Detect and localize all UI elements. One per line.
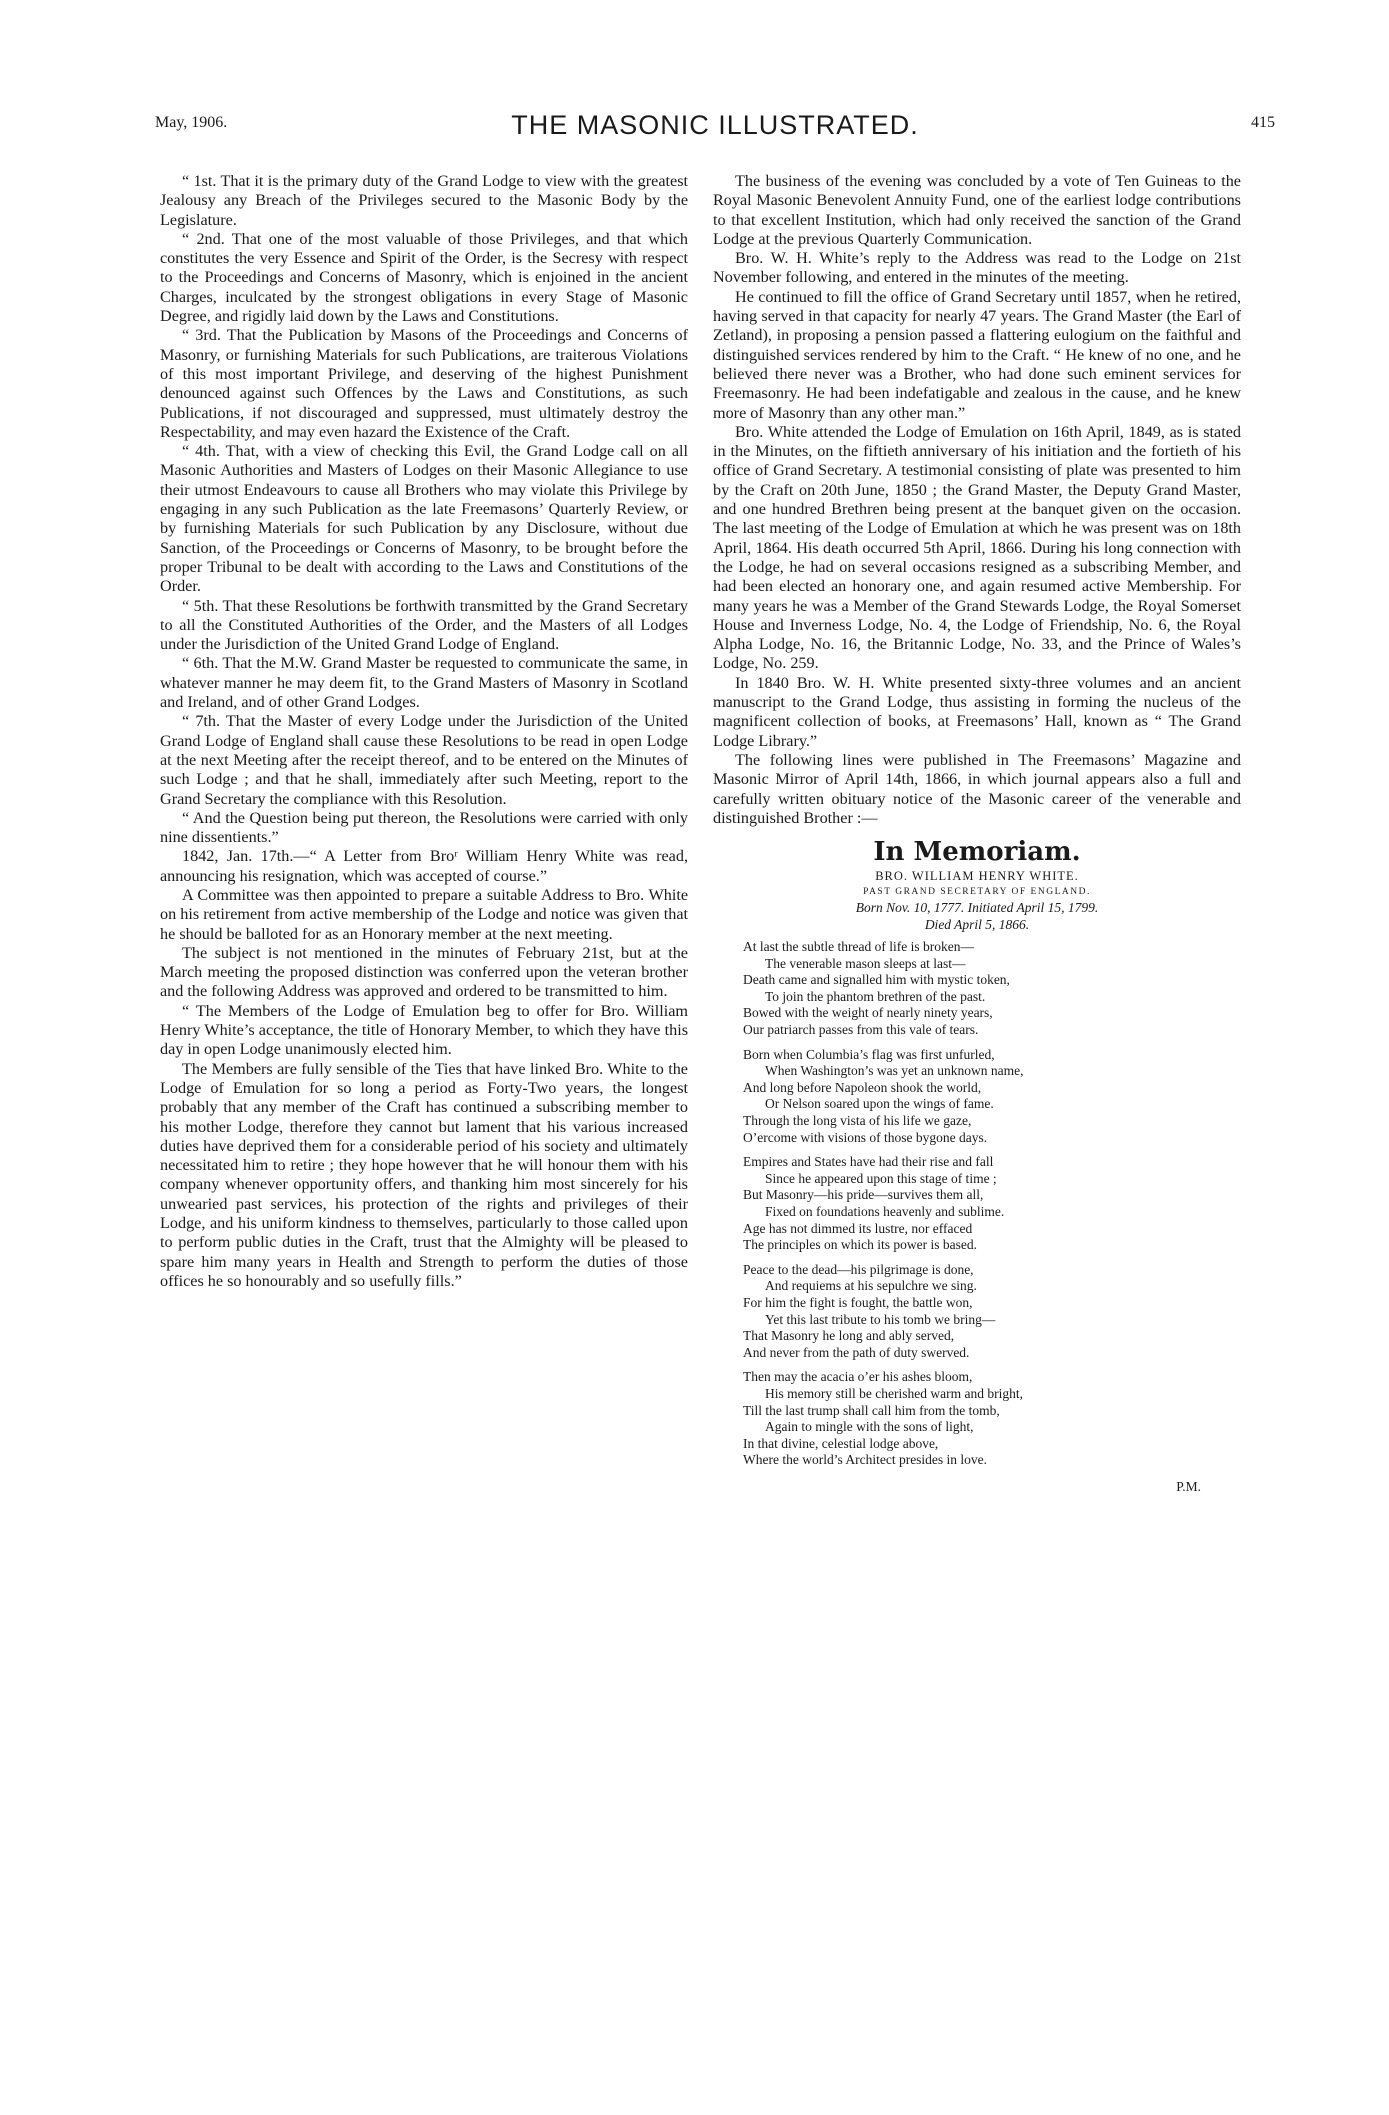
memorial-poem <box>743 939 1241 1469</box>
poem-line: Fixed on foundations heavenly and sublime. <box>765 1204 1005 1219</box>
poem-line: And never from the path of duty swerved. <box>743 1344 970 1360</box>
poem-line: Peace to the dead—his pilgrimage is done, <box>743 1261 974 1277</box>
poem-line: For him the fight is fought, the battle won, <box>743 1294 973 1310</box>
poem-line: Where the world’s Architect presides in love. <box>743 1452 988 1468</box>
poem-line: O’ercome with visions of those bygone days. <box>743 1129 988 1145</box>
paragraph: A Committee was then appointed to prepare a suitable Address to Bro. White on his retirement from active membership of the Lodge and notice was given that he should be balloted for as an Honorary member at the next meeting. <box>160 885 688 943</box>
memoriam-name: BRO. WILLIAM HENRY WHITE. <box>875 869 1079 884</box>
page-number: 415 <box>1251 114 1275 131</box>
poem-line: Born when Columbia’s flag was first unfurled, <box>743 1046 995 1062</box>
paragraph: “ The Members of the Lodge of Emulation beg to offer for Bro. William Henry White’s acceptance, the title of Honorary Member, to which they have this day in open Lodge unanimously elected him. <box>160 1001 688 1059</box>
paragraph: “ 4th. That, with a view of checking this Evil, the Grand Lodge call on all Masonic Authorities and Masters of Lodges on their Masonic Allegiance to use their utmost Endeavours to cause all Brothers who may violate this Privilege by engaging in any such Publication as the late Freemasons’ Quarterly Review, or by furnishing Materials for such Publication by any Disclosure, without due Sanction, of the Proceedings or Concerns of Masonry, to be brought before the proper Tribunal to be dealt with according to the Laws and Constitutions of the Order. <box>160 442 688 596</box>
poem-signature: P.M. <box>1176 1478 1201 1494</box>
paragraph: “ 3rd. That the Publication by Masons of the Proceedings and Concerns of Masonry, or furnishing Materials for such Publications, are traiterous Violations of this most important Privilege, and deserving of the highest Punishment denounced against such Offences by the Laws and Constitutions, as such Publications, if not discouraged and suppressed, must ultimately destroy the Respectability, and may even hazard the Existence of the Craft. <box>160 326 688 441</box>
paragraph: The following lines were published in The Freemasons’ Magazine and Masonic Mirror of April 14th, 1866, in which journal appears also a full and carefully written obituary notice of the Masonic career of the venerable and distinguished Brother :— <box>713 750 1241 827</box>
poem-line: Or Nelson soared upon the wings of fame. <box>765 1096 994 1112</box>
poem-line: Bowed with the weight of nearly ninety years, <box>743 1005 993 1021</box>
poem-line: Again to mingle with the sons of light, <box>765 1419 974 1435</box>
issue-date: May, 1906. <box>155 114 228 131</box>
poem-line: Our patriarch passes from this vale of tears. <box>743 1022 979 1038</box>
poem-line: In that divine, celestial lodge above, <box>743 1435 939 1451</box>
poem-line: Yet this last tribute to his tomb we bring— <box>765 1311 996 1327</box>
poem-line: And requiems at his sepulchre we sing. <box>765 1278 977 1294</box>
poem-stanza <box>743 1154 1241 1254</box>
paragraph: “ 1st. That it is the primary duty of the Grand Lodge to view with the greatest Jealousy any Breach of the Privileges secured to the Masonic Body by the Legislature. <box>160 172 688 229</box>
poem-line: Empires and States have had their rise and fall <box>743 1154 994 1170</box>
paragraph: “ 6th. That the M.W. Grand Master be requested to communicate the same, in whatever manner he may deem fit, to the Grand Masters of Masonry in Scotland and Ireland, and of other Grand Lodges. <box>160 654 688 712</box>
poem-line: Through the long vista of his life we gaze, <box>743 1113 972 1129</box>
poem-stanza <box>743 1262 1241 1362</box>
poem-line: Death came and signalled him with mystic token, <box>743 972 1010 988</box>
paragraph: “ 5th. That these Resolutions be forthwith transmitted by the Grand Secretary to all the Constituted Authorities of the Order, and the Masters of all Lodges under the Jurisdiction of the United Grand Lodge of England. <box>160 596 688 654</box>
paragraph: “ 7th. That the Master of every Lodge under the Jurisdiction of the United Grand Lodge of England shall cause these Resolutions to be read in open Lodge at the next Meeting after the receipt thereof, and to be entered on the Minutes of such Lodge ; and that he shall, immediately after such Meeting, report to the Grand Secretary the compliance with this Resolution. <box>160 712 688 808</box>
page-header <box>155 110 1275 150</box>
memoriam-death: Died April 5, 1866. <box>924 917 1030 933</box>
paragraph: “ And the Question being put thereon, the Resolutions were carried with only nine dissentients.” <box>160 808 688 847</box>
poem-stanza <box>743 1047 1241 1147</box>
poem-stanza <box>743 1369 1241 1469</box>
poem-line: The venerable mason sleeps at last— <box>765 955 966 971</box>
poem-line: At last the subtle thread of life is broken— <box>743 939 974 955</box>
paragraph: 1842, Jan. 17th.—“ A Letter from Broʳ William Henry White was read, announcing his resignation, which was accepted of course.” <box>160 847 688 885</box>
paragraph: He continued to fill the office of Grand Secretary until 1857, when he retired, having served in that capacity for nearly 47 years. The Grand Master (the Earl of Zetland), in proposing a pension passed a flattering eulogium on the faithful and distinguished services rendered by him to the Craft. “ He knew of no one, and he believed there never was a Brother, who had done such eminent services for Freemasonry. He had been indefatigable and zealous in the cause, and he knew more of Masonry than any other man.” <box>713 287 1241 422</box>
memoriam-heading: In Memoriam. <box>873 837 1081 868</box>
paragraph: Bro. W. H. White’s reply to the Address was read to the Lodge on 21st November following, and entered in the minutes of the meeting. <box>713 249 1241 287</box>
poem-line: His memory still be cherished warm and bright, <box>765 1385 1023 1401</box>
poem-line: But Masonry—his pride—survives them all, <box>743 1187 984 1203</box>
memoriam-birth-initiation: Born Nov. 10, 1777. Initiated April 15, 1799. <box>855 900 1099 916</box>
paragraph: In 1840 Bro. W. H. White presented sixty-three volumes and an ancient manuscript to the Grand Lodge, thus assisting in forming the nucleus of the magnificent collection of books, at Freemasons’ Hall, known as “ The Grand Lodge Library.” <box>713 673 1241 750</box>
paragraph: “ 2nd. That one of the most valuable of those Privileges, and that which constitutes the very Essence and Spirit of the Order, is the Secresy with respect to the Proceedings and Concerns of Masonry, which is enjoined in the ancient Charges, inculcated by the strongest obligations in every Stage of Masonic Degree, and rigidly laid down by the Laws and Constitutions. <box>160 229 688 326</box>
paragraph: Bro. White attended the Lodge of Emulation on 16th April, 1849, as is stated in the Minutes, on the fiftieth anniversary of his initiation and the fortieth of his office of Grand Secretary. A testimonial consisting of plate was presented to him by the Craft on 20th June, 1850 ; the Grand Master, the Deputy Grand Master, and one hundred Brethren being present at the banquet given on the occasion. The last meeting of the Lodge of Emulation at which he was present was on 18th April, 1864. His death occurred 5th April, 1866. During his long connection with the Lodge, he had on several occasions resigned as a subscribing Member, and had been elected an honorary one, and again resumed active Membership. For many years he was a Member of the Grand Stewards Lodge, the Royal Somerset House and Inverness Lodge, No. 4, the Lodge of Friendship, No. 6, the Royal Alpha Lodge, No. 16, the Britannic Lodge, No. 33, and the Prince of Wales’s Lodge, No. 259. <box>713 422 1241 673</box>
left-column <box>160 172 688 1291</box>
poem-stanza <box>743 939 1241 1039</box>
poem-line: To join the phantom brethren of the past. <box>765 988 986 1004</box>
poem-line: Then may the acacia o’er his ashes bloom, <box>743 1369 973 1385</box>
poem-line: And long before Napoleon shook the world, <box>743 1079 982 1095</box>
poem-line: That Masonry he long and ably served, <box>743 1328 955 1344</box>
poem-line: Till the last trump shall call him from the tomb, <box>743 1402 1000 1418</box>
right-column <box>713 172 1241 1496</box>
poem-line: Age has not dimmed its lustre, nor effaced <box>743 1220 973 1236</box>
memoriam-title: PAST GRAND SECRETARY OF ENGLAND. <box>863 887 1091 898</box>
paragraph: The business of the evening was concluded by a vote of Ten Guineas to the Royal Masonic Benevolent Annuity Fund, one of the earliest lodge contributions to that excellent Institution, which had only received the sanction of the Grand Lodge at the previous Quarterly Communication. <box>713 172 1241 248</box>
paragraph: The subject is not mentioned in the minutes of February 21st, but at the March meeting the proposed distinction was conferred upon the veteran brother and the following Address was approved and ordered to be transmitted to him. <box>160 943 688 1001</box>
poem-line: The principles on which its power is based. <box>743 1237 977 1253</box>
paragraph: The Members are fully sensible of the Ties that have linked Bro. White to the Lodge of Emulation for so long a period as Forty-Two years, the longest probably that any member of the Craft has continued a subscribing member to his mother Lodge, therefore they cannot but lament that his various increased duties have deprived them for a considerable period of his society and ultimately necessitated him to retire ; they hope however that he will honour them with his company whenever opportunity offers, and thanking him most sincerely for his unwearied past services, his protection of the rights and privileges of their Lodge, and his uniform kindness to themselves, particularly to those called upon to perform public duties in the Craft, trust that the Almighty will be pleased to spare him many years in Health and Strength to perform the duties of those offices he so honourably and so usefully fills.” <box>160 1059 688 1290</box>
poem-line: Since he appeared upon this stage of time ; <box>765 1170 997 1186</box>
poem-line: When Washington’s was yet an unknown name, <box>765 1063 1024 1079</box>
memoriam-section <box>713 836 1241 933</box>
publication-title: THE MASONIC ILLUSTRATED. <box>511 110 919 140</box>
